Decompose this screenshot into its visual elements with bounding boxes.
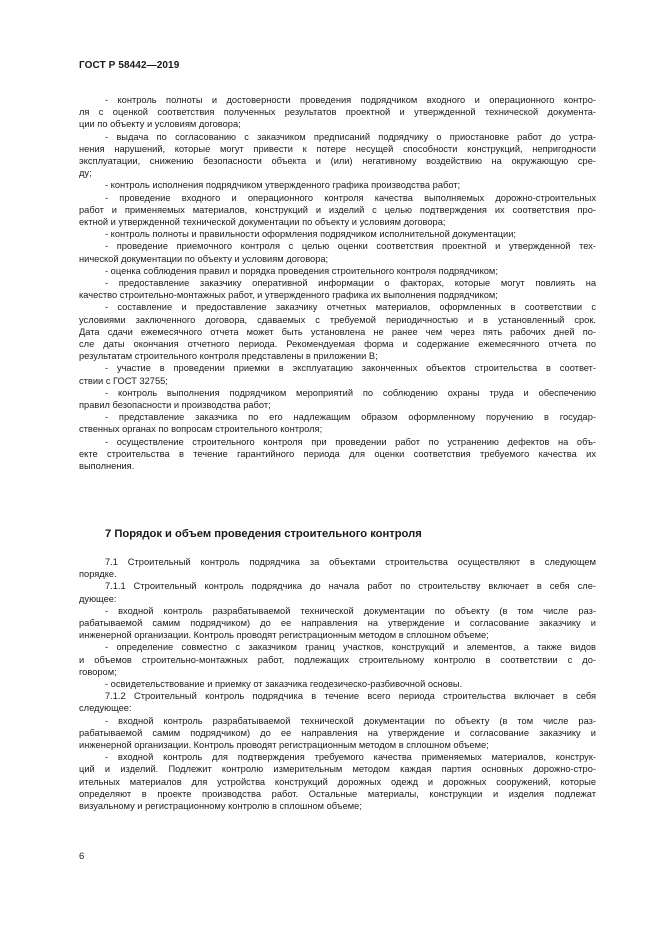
text-line: 7.1.1 Строительный контроль подрядчика до начала работ по строительству включает в себя сле- [105,581,596,592]
text-line: ций и изделий. Подлежит контролю измерительным методом каждая партия основных дорожно-стро- [79,764,596,775]
text-line: - контроль полноты и правильности оформления подрядчиком исполнительной документации; [105,229,516,240]
text-line: сле даты окончания отчетного периода. Рекомендуемая форма и содержание ежемесячного отчета по [79,339,596,350]
text-line: говором; [79,666,117,677]
paragraph [79,411,596,435]
paragraph [79,192,596,229]
paragraph [79,436,596,473]
paragraph [79,690,596,714]
text-line: - входной контроль разрабатываемой технической документации по объекту (в том числе раз- [105,715,596,726]
text-line: правил безопасности и производства работ; [79,400,271,411]
paragraph [79,605,596,642]
section-body [79,556,596,812]
text-line: условиями заключенного договора, сдаваемых с требуемой периодичностью и в установленный срок. [79,314,596,325]
text-line: Дата сдачи ежемесячного отчета может быть установлена не ранее чем через пять рабочих дней по- [79,326,596,337]
paragraph [79,580,596,604]
paragraph [79,277,596,301]
text-line: следующее: [79,703,132,714]
paragraph [79,131,596,180]
text-line: - проведение входного и операционного контроля качества выполняемых дорожно-строительных [105,192,596,203]
text-line: результатам строительного контроля представлены в приложении В; [79,351,378,362]
text-line: ля с оценкой соответствия полученных результатов проектной и утвержденной технической документа- [79,107,596,118]
text-line: - контроль выполнения подрядчиком мероприятий по соблюдению охраны труда и обеспечению [105,387,596,398]
text-line: эксплуатации, снижению безопасности объекта и (или) негативному воздействию на окружающую сре- [79,156,596,167]
text-line: 7.1.2 Строительный контроль подрядчика в течение всего периода строительства включает в себя [105,691,596,702]
paragraph [79,301,596,362]
text-line: - составление и предоставление заказчику отчетных материалов, оформленных в соответствии с [105,302,596,313]
paragraph [79,715,596,752]
text-line: ствии с ГОСТ 32755; [79,375,168,386]
paragraph [79,751,596,812]
text-line: - выдача по согласованию с заказчиком предписаний подрядчику о приостановке работ до устра- [105,131,596,142]
paragraph [79,228,596,240]
text-line: - контроль исполнения подрядчиком утвержденного графика производства работ; [105,180,461,191]
text-line: - предоставление заказчику оперативной информации о факторах, которые могут повлиять на [105,278,596,289]
text-line: екте строительства в течение гарантийного периода для оценки соответствия требуемого качества их [79,448,596,459]
text-line: - входной контроль разрабатываемой технической документации по объекту (в том числе раз- [105,605,596,616]
paragraph [79,179,596,191]
text-line: ду; [79,168,92,179]
text-line: дующее: [79,593,117,604]
text-line: 7.1 Строительный контроль подрядчика за объектами строительства осуществляют в следующем [105,557,596,567]
text-line: и объемов строительно-монтажных работ, подлежащих строительному контролю в соответствии с до- [79,654,596,665]
paragraph [79,362,596,386]
text-line: инженерной организации. Контроль проводят регистрационным методом в сплошном объеме; [79,740,489,751]
text-line: - входной контроль для подтверждения требуемого качества применяемых материалов, конструк- [105,752,596,763]
text-line: работ и применяемых материалов, конструкций и изделий с целью подтверждения их соответствия про- [79,204,596,215]
paragraph [79,94,596,131]
text-line: инженерной организации. Контроль проводят регистрационным методом в сплошном объеме; [79,630,489,641]
paragraph [79,641,596,678]
text-line: - представление заказчика по его надлежащим образом оформленному поручению в государ- [105,412,596,423]
text-line: - определение совместно с заказчиком границ участков, конструкций и элементов, а также видов [105,642,596,653]
requirements-list [79,94,596,472]
text-line: рабатываемой самим подрядчиком) до ее направления на утверждение и согласование заказчику и [79,727,596,738]
text-line: ции по объекту и условиям договора; [79,119,241,130]
text-line: - проведение приемочного контроля с целью оценки соответствия проектной и утвержденной тех- [105,241,596,252]
text-line: порядке. [79,569,117,580]
text-line: нической документации по объекту и условиям договора; [79,253,329,264]
paragraph [79,265,596,277]
document-header: ГОСТ Р 58442—2019 [79,60,180,71]
text-line: - участие в проведении приемки в эксплуатацию законченных объектов строительства в соответ- [105,363,596,374]
paragraph [79,387,596,411]
text-line: ительных материалов для устройства конструкций дорожных одежд и дорожных сооружений, которые [79,776,596,787]
text-line: качество строительно-монтажных работ, и утвержденного графика их выполнения подрядчиком; [79,290,498,301]
text-line: визуальному и регистрационному контролю в сплошном объеме; [79,801,362,812]
paragraph [79,678,596,690]
text-line: выполнения. [79,461,135,472]
paragraph [79,240,596,264]
text-line: - контроль полноты и достоверности проведения подрядчиком входного и операционного контро- [105,95,596,105]
text-line: - освидетельствование и приемку от заказчика геодезическо-разбивочной основы. [105,679,463,690]
text-line: нения нарушений, которые могут привести к потере несущей способности конструкций, непригодности [79,143,596,154]
text-line: определяют в проекте производства работ. Остальные материалы, конструкции и изделия подлежат [79,788,596,799]
text-line: - осуществление строительного контроля при проведении работ по устранению дефектов на объ- [105,436,596,447]
text-line: ственных органах по вопросам строительного контроля; [79,424,323,435]
page-number: 6 [79,851,85,862]
text-line: - оценка соблюдения правил и порядка проведения строительного контроля подрядчиком; [105,265,498,276]
text-line: рабатываемой самим подрядчиком) до ее направления на утверждение и согласование заказчику и [79,618,596,629]
paragraph [79,556,596,580]
text-line: ектной и утвержденной технической документации по объекту и условиям договора; [79,217,446,228]
section-heading: 7 Порядок и объем проведения строительного контроля [105,528,422,540]
